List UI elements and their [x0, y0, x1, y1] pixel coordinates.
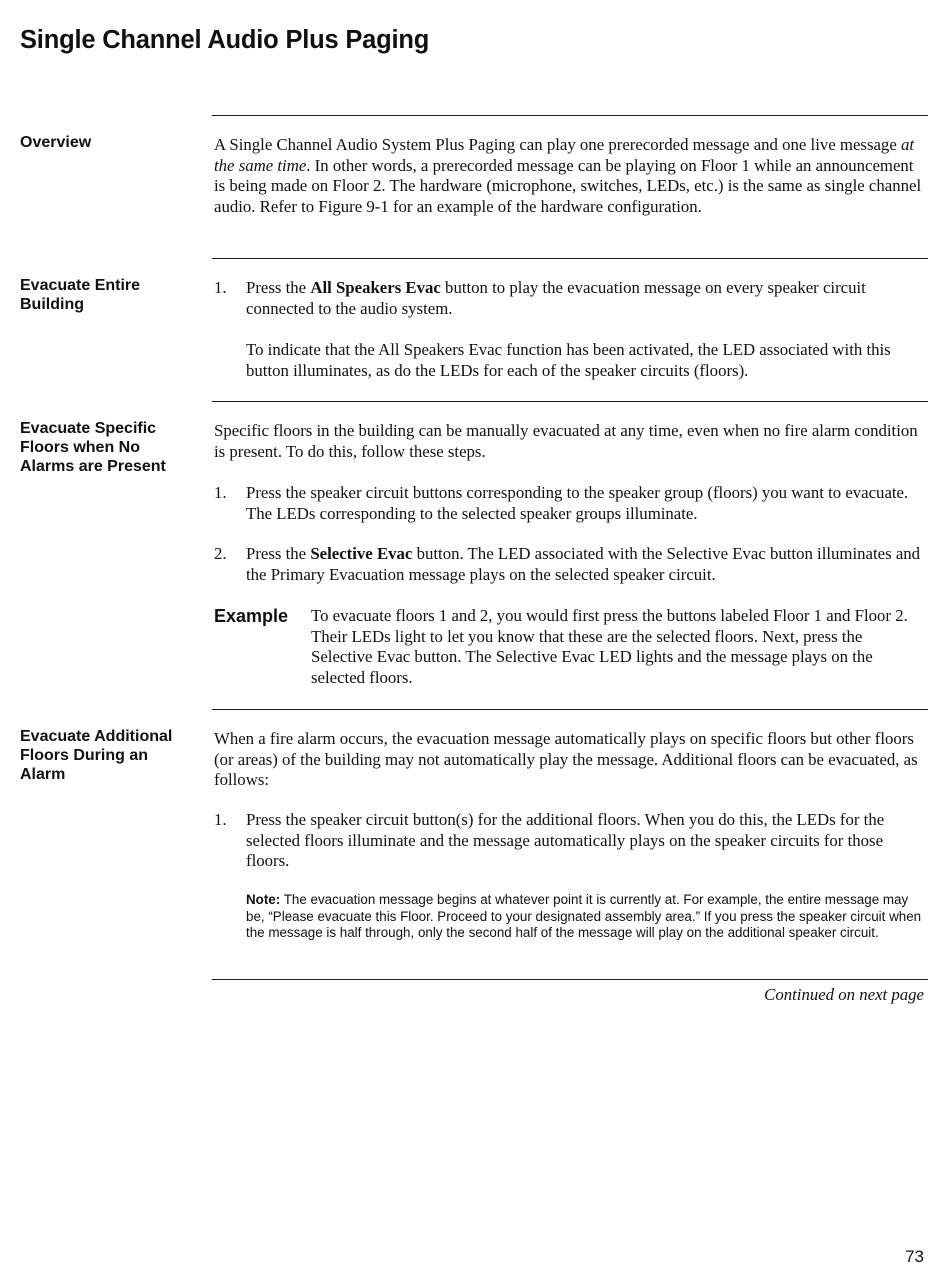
page-number: 73: [905, 1247, 924, 1266]
step-number: 2.: [214, 544, 227, 563]
overview-text-start: A Single Channel Audio System Plus Paging can play one prerecorded message and one live message: [214, 135, 901, 154]
overview-text-end: . In other words, a prerecorded message can be playing on Floor 1 while an announcement is being made on Floor 2. The hardware (microphone, switches, LEDs, etc.) is the same as single channel audio. Refer to Figure 9-1 for an example of the hardware configuration.: [214, 155, 922, 216]
overview-heading: Overview: [20, 134, 92, 151]
step-text-start: Press the: [246, 278, 311, 297]
section-divider: [212, 401, 928, 402]
evacuate-specific-step-2: [214, 544, 926, 585]
step-number: 1.: [214, 810, 227, 829]
note-paragraph: [246, 892, 924, 942]
evacuate-entire-step-1: [214, 278, 926, 319]
evacuate-specific-step-1: [214, 483, 926, 524]
section-divider: [212, 979, 928, 980]
evacuate-specific-intro: Specific floors in the building can be manually evacuated at any time, even when no fire alarm condition is present. To do this, follow these steps.: [214, 421, 918, 461]
evacuate-entire-followup: To indicate that the All Speakers Evac function has been activated, the LED associated with this button illuminates, as do the LEDs for each of the speaker circuits (floors).: [246, 340, 891, 380]
selective-evac-label: Selective Evac: [310, 544, 413, 563]
step-text: [246, 278, 926, 319]
evacuate-additional-heading: Evacuate Additional Floors During an Alarm: [20, 728, 173, 783]
evacuate-entire-heading: Evacuate Entire Building: [20, 277, 141, 313]
step-number: 1.: [214, 278, 227, 297]
step-text: [246, 544, 926, 585]
evacuate-additional-step-1: [214, 810, 926, 872]
evacuate-additional-intro: When a fire alarm occurs, the evacuation message automatically plays on specific floors but other floors (or areas) of the building may not automatically play the message. Additional floors can be evacuated, as follows:: [214, 729, 918, 790]
section-divider: [212, 709, 928, 710]
note-label: Note:: [246, 892, 281, 907]
example-label: Example: [214, 606, 289, 626]
step-text-start: Press the: [246, 544, 311, 563]
step-text-end: button. The LED associated with the Selective Evac button illuminates and the Primary Evacuation message plays on the selected speaker circuit.: [246, 544, 921, 584]
example-text: To evacuate floors 1 and 2, you would first press the buttons labeled Floor 1 and Floor 2. Their LEDs light to let you know that these are the selected floors. Next, press the Selective Evac button. The Selective Evac LED lights and the message plays on the selected floors.: [311, 606, 908, 687]
continued-note: Continued on next page: [764, 985, 924, 1004]
page-title: Single Channel Audio Plus Paging: [20, 26, 430, 54]
overview-paragraph: [214, 135, 926, 217]
note-text: The evacuation message begins at whatever point it is currently at. For example, the entire message may be, “Please evacuate this Floor. Proceed to your designated assembly area.” If you press the speaker circuit when the message is half through, only the second half of the message will play on the additional speaker circuit.: [246, 892, 922, 941]
all-speakers-evac-label: All Speakers Evac: [310, 278, 441, 297]
section-divider: [212, 115, 928, 116]
step-number: 1.: [214, 483, 227, 502]
evacuate-specific-heading: Evacuate Specific Floors when No Alarms are Present: [20, 420, 166, 475]
step-text-end: button to play the evacuation message on every speaker circuit connected to the audio system.: [246, 278, 866, 318]
step-text: Press the speaker circuit buttons corresponding to the speaker group (floors) you want to evacuate. The LEDs corresponding to the selected speaker groups illuminate.: [246, 483, 909, 523]
step-text: Press the speaker circuit button(s) for the additional floors. When you do this, the LEDs for the selected floors illuminate and the message automatically plays on the speaker circuits for those floors.: [246, 810, 885, 871]
overview-emphasis: at the same time: [214, 135, 915, 175]
section-divider: [212, 258, 928, 259]
